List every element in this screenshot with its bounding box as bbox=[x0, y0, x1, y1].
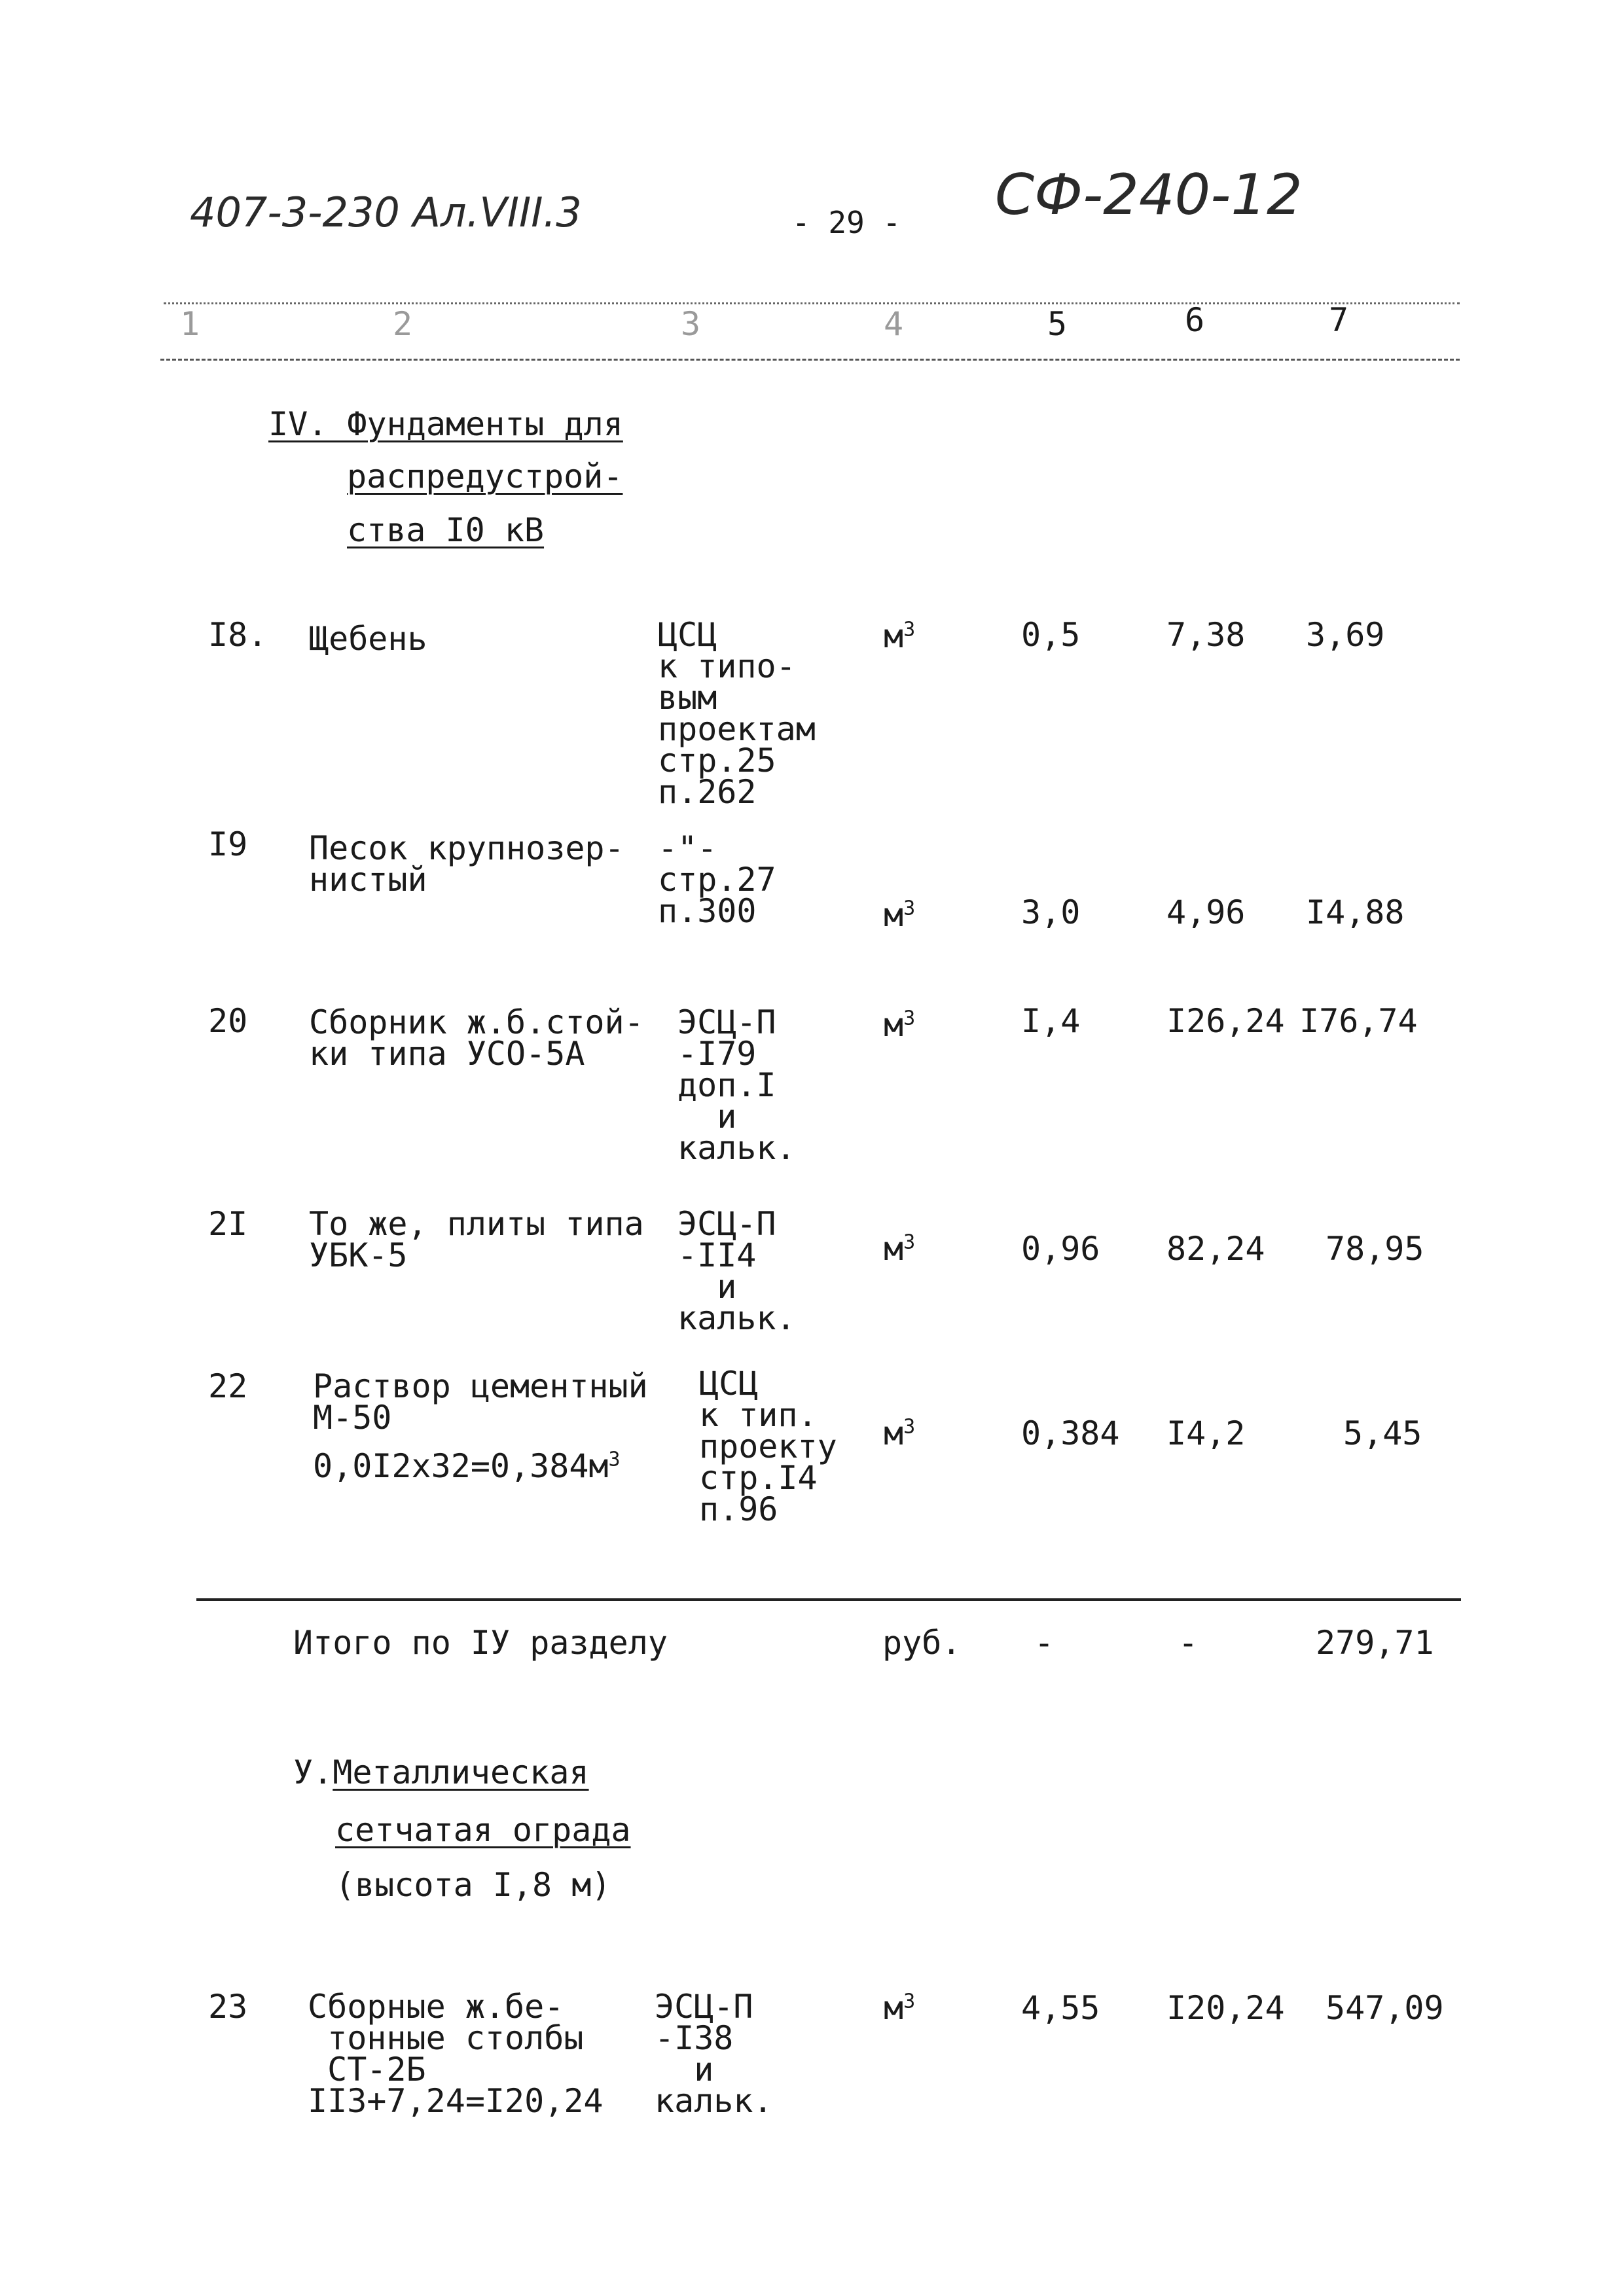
column-number-1: 1 bbox=[180, 305, 200, 343]
row-20-total: I76,74 bbox=[1299, 1002, 1418, 1040]
row-21-number: 2I bbox=[208, 1205, 248, 1243]
row-20-source: ЭСЦ-П -I79 доп.I и кальк. bbox=[677, 1003, 796, 1167]
row-22-quantity: 0,384 bbox=[1021, 1414, 1120, 1452]
row-20-unit: $м^3$ bbox=[884, 1006, 916, 1044]
subtotal-price: - bbox=[1178, 1624, 1199, 1662]
row-23-total: 547,09 bbox=[1326, 1989, 1444, 2027]
row-19-unit: $м^3$ bbox=[884, 896, 916, 934]
column-number-4: 4 bbox=[884, 305, 904, 343]
subtotal-quantity: - bbox=[1034, 1624, 1055, 1662]
subtotal-label: Итого по IУ разделу bbox=[293, 1624, 668, 1662]
row-23-source: ЭСЦ-П -I38 и кальк. bbox=[655, 1988, 773, 2120]
row-22-price: I4,2 bbox=[1166, 1414, 1246, 1452]
row-18-source: ЦСЦ к типо- вым проектам стр.25 п.262 bbox=[658, 616, 816, 811]
row-23-price: I20,24 bbox=[1166, 1989, 1285, 2027]
row-20-quantity: I,4 bbox=[1021, 1002, 1081, 1040]
section5-title-line2: сетчатая ограда bbox=[335, 1811, 631, 1849]
row-23-name: Сборные ж.бе- тонные столбы СТ-2Б II3+7,24=I20,24 bbox=[308, 1988, 604, 2120]
row-18-quantity: 0,5 bbox=[1021, 616, 1081, 654]
row-21-source: ЭСЦ-П -II4 и кальк. bbox=[677, 1205, 796, 1337]
row-19-total: I4,88 bbox=[1306, 893, 1405, 931]
row-20-number: 20 bbox=[208, 1002, 248, 1040]
row-21-name: То же, плиты типа УБК-5 bbox=[309, 1205, 644, 1274]
column-number-3: 3 bbox=[681, 305, 701, 343]
row-18-number: I8. bbox=[208, 616, 268, 654]
row-21-unit: $м^3$ bbox=[884, 1230, 916, 1268]
column-number-7: 7 bbox=[1329, 301, 1349, 339]
row-18-unit: $м^3$ bbox=[884, 617, 916, 655]
subtotal-total: 279,71 bbox=[1316, 1624, 1434, 1662]
row-20-price: I26,24 bbox=[1166, 1002, 1285, 1040]
section4-title-line3: ства I0 кВ bbox=[347, 511, 545, 549]
section4-title-line2: распредустрой- bbox=[347, 457, 623, 495]
column-number-2: 2 bbox=[393, 305, 413, 343]
row-22-source: ЦСЦ к тип. проекту стр.I4 п.96 bbox=[699, 1365, 837, 1528]
row-18-name: Щебень bbox=[309, 620, 427, 658]
row-18-price: 7,38 bbox=[1166, 616, 1246, 654]
row-22-name-formula: $0,0I2х32=0,384м^3$ bbox=[313, 1447, 621, 1485]
row-21-price: 82,24 bbox=[1166, 1230, 1265, 1268]
row-19-name: Песок крупнозер- нистый bbox=[309, 829, 624, 899]
row-21-quantity: 0,96 bbox=[1021, 1230, 1100, 1268]
row-23-number: 23 bbox=[208, 1988, 248, 2026]
sheet-code: СФ-240-12 bbox=[995, 162, 1303, 228]
section4-title-line1: IV. Фундаменты для bbox=[268, 405, 623, 443]
subtotal-unit: руб. bbox=[882, 1624, 962, 1662]
row-20-name: Сборник ж.б.стой- ки типа УСО-5А bbox=[309, 1003, 644, 1073]
row-22-name: Раствор цементный М-50 bbox=[313, 1367, 648, 1437]
column-number-6: 6 bbox=[1185, 301, 1205, 339]
header-top-rule bbox=[164, 302, 1460, 304]
page-number: - 29 - bbox=[792, 205, 901, 240]
row-19-price: 4,96 bbox=[1166, 893, 1246, 931]
column-number-5: 5 bbox=[1047, 305, 1068, 343]
row-19-number: I9 bbox=[208, 825, 248, 863]
row-22-unit: $м^3$ bbox=[884, 1414, 916, 1452]
row-22-total: 5,45 bbox=[1343, 1414, 1422, 1452]
document-code: 407-3-230 Ал.VIII.3 bbox=[190, 188, 582, 236]
row-21-total: 78,95 bbox=[1326, 1230, 1424, 1268]
subtotal-rule bbox=[196, 1598, 1461, 1601]
row-19-source: -"- стр.27 п.300 bbox=[658, 829, 776, 930]
section5-title-line1: У.Металлическая bbox=[293, 1753, 589, 1791]
row-23-unit: $м^3$ bbox=[884, 1989, 916, 2027]
header-bottom-rule bbox=[160, 359, 1460, 361]
section5-title-line3: (высота I,8 м) bbox=[335, 1866, 611, 1904]
row-23-quantity: 4,55 bbox=[1021, 1989, 1100, 2027]
row-18-total: 3,69 bbox=[1306, 616, 1385, 654]
row-22-number: 22 bbox=[208, 1367, 248, 1405]
row-19-quantity: 3,0 bbox=[1021, 893, 1081, 931]
